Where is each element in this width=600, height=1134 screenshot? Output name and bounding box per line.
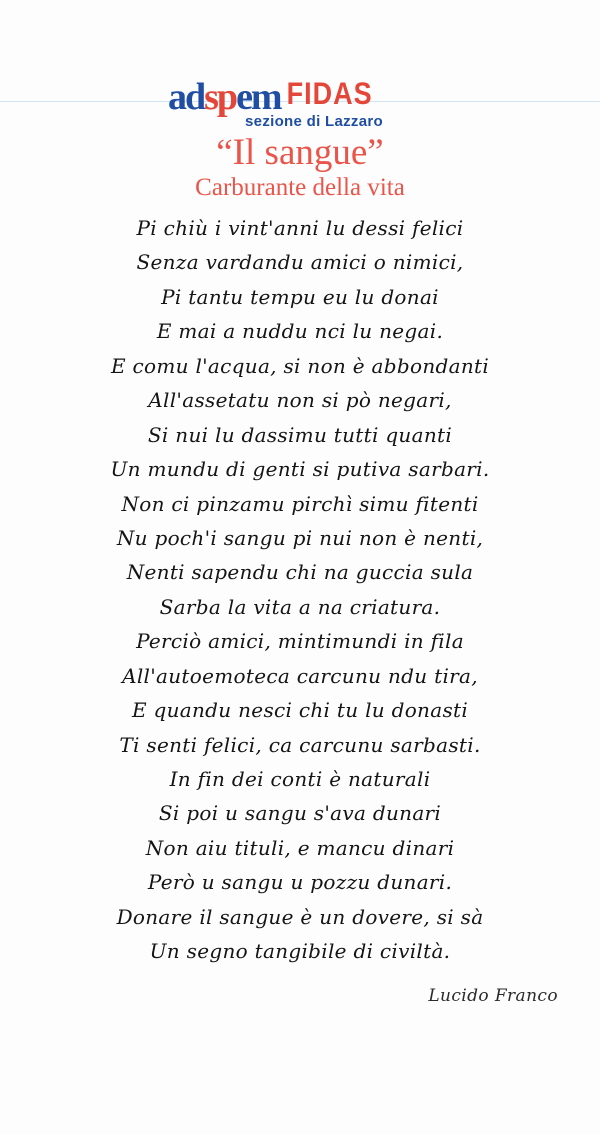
poem-line: Un segno tangibile di civiltà.: [149, 939, 451, 964]
poem-line: Sarba la vita a na criatura.: [159, 594, 441, 619]
section-label: sezione di Lazzaro: [245, 113, 383, 130]
poem-line: E comu l'acqua, si non è abbondanti: [110, 353, 490, 378]
poem-line: Nu poch'i sangu pi nui non è nenti,: [116, 525, 484, 550]
poem: [0, 213, 600, 971]
page-title: “Il sangue”: [216, 132, 384, 173]
logo-adspem-part-1: ad: [168, 76, 205, 118]
poem-line: E mai a nuddu nci lu negai.: [156, 319, 444, 344]
poem-line: Non aiu tituli, e mancu dinari: [145, 835, 455, 860]
logo: [168, 72, 373, 116]
poem-line: All'autoemoteca carcunu ndu tira,: [122, 663, 478, 688]
logo-adspem: [168, 78, 281, 116]
poem-line: Un mundu di genti si putiva sarbari.: [110, 457, 490, 482]
poem-line: In fin dei conti è naturali: [169, 767, 431, 791]
poem-line: Pi tantu tempu eu lu donai: [161, 284, 439, 309]
poem-line: Si poi u sangu s'ava dunari: [158, 801, 442, 826]
poem-line: Pi chiù i vint'anni lu dessi felici: [136, 216, 464, 240]
poem-line: Perciò amici, mintimundi in fila: [136, 629, 464, 654]
poem-line: Si nui lu dassimu tutti quanti: [147, 422, 453, 447]
poem-line: Ti senti felici, ca carcunu sarbasti.: [119, 732, 481, 757]
poem-line: Però u sangu u pozzu dunari.: [147, 870, 453, 895]
logo-fidas: FIDAS: [286, 76, 373, 112]
poem-line: Senza vardandu amici o nimici,: [136, 250, 464, 275]
poem-line: Donare il sangue è un dovere, si sà: [116, 904, 484, 929]
logo-adspem-part-2: sp: [204, 76, 237, 118]
poem-line: Non ci pinzamu pirchì simu fitenti: [121, 491, 479, 516]
logo-adspem-part-3: em: [236, 76, 281, 118]
poem-line: Nenti sapendu chi na guccia sula: [126, 560, 474, 585]
poem-line: All'assetatu non si pò negari,: [148, 388, 452, 413]
poem-line: E quandu nesci chi tu lu donasti: [131, 698, 469, 723]
author-signature: Lucido Franco: [428, 986, 558, 1006]
page-subtitle: Carburante della vita: [195, 174, 405, 201]
